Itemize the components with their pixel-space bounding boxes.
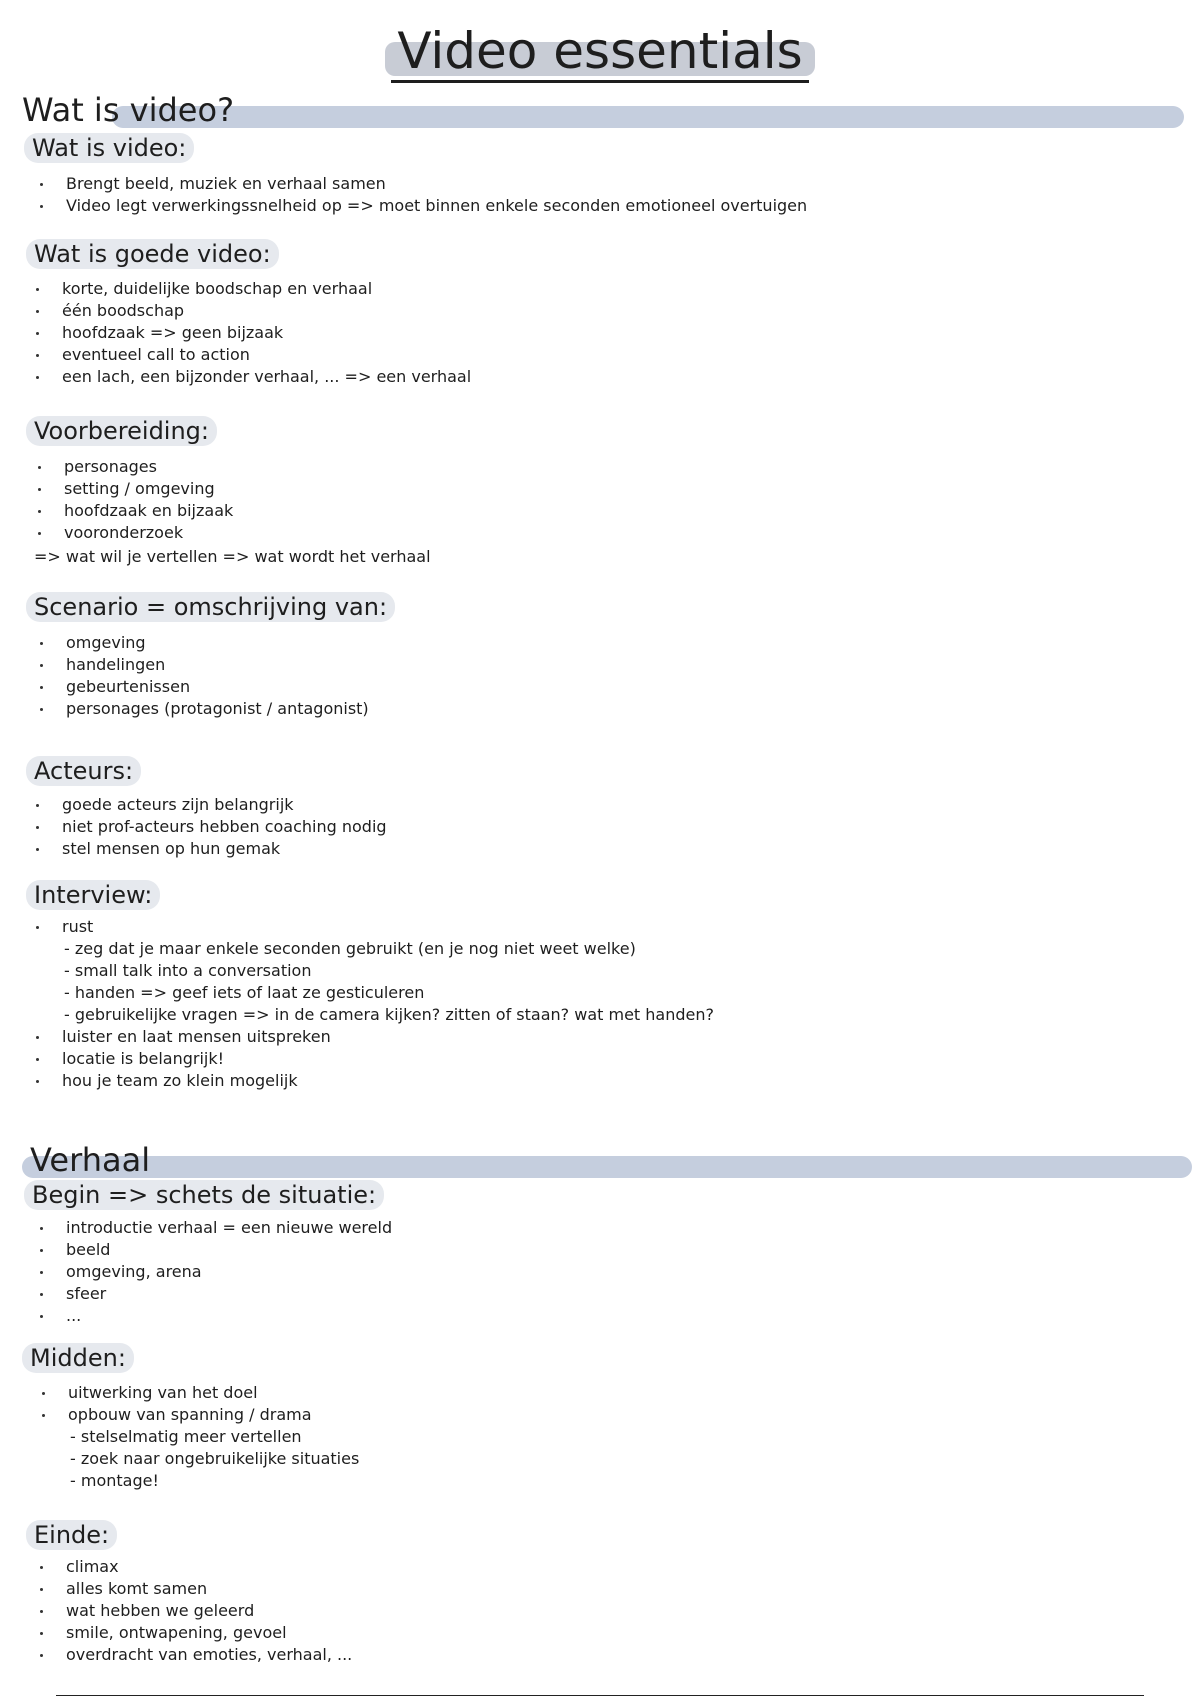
list-item: Video legt verwerkingssnelheid op => moet binnen enkele seconden emotioneel overtuigen (38, 195, 807, 217)
list-item: handelingen (38, 654, 369, 676)
subheading-acteurs: Acteurs: (26, 756, 141, 786)
list-subitem: - small talk into a conversation (64, 961, 312, 980)
footer-divider (56, 1695, 1144, 1696)
list-item: hou je team zo klein mogelijk (34, 1070, 714, 1092)
section-highlight (112, 106, 1184, 128)
list-begin (38, 1217, 392, 1327)
list-item: alles komt samen (38, 1578, 352, 1600)
list-goede-video (34, 278, 471, 388)
list-item: hoofdzaak en bijzaak (36, 500, 233, 522)
list-item: omgeving, arena (38, 1261, 392, 1283)
list-item: personages (protagonist / antagonist) (38, 698, 369, 720)
subheading-einde: Einde: (26, 1520, 117, 1550)
list-wat-is-video (38, 173, 807, 217)
subheading-wat-is-video: Wat is video: (24, 133, 194, 163)
page-title: Video essentials (391, 22, 808, 83)
list-subitem: - zeg dat je maar enkele seconden gebruikt (en je nog niet weet welke) (64, 939, 636, 958)
list-item: één boodschap (34, 300, 471, 322)
list-item: omgeving (38, 632, 369, 654)
section-title: Verhaal (30, 1141, 151, 1179)
section-highlight (22, 1156, 1192, 1178)
section-title: Wat is video? (22, 91, 235, 129)
list-subitem: - zoek naar ongebruikelijke situaties (70, 1449, 360, 1468)
subheading-scenario: Scenario = omschrijving van: (26, 592, 395, 622)
list-item: luister en laat mensen uitspreken (34, 1026, 714, 1048)
section-header-verhaal (22, 1141, 1192, 1180)
subheading-goede-video: Wat is goede video: (26, 239, 279, 269)
list-item: overdracht van emoties, verhaal, ... (38, 1644, 352, 1666)
list-subitem: - gebruikelijke vragen => in de camera kijken? zitten of staan? wat met handen? (64, 1005, 714, 1024)
list-item: beeld (38, 1239, 392, 1261)
list-item: ... (38, 1305, 392, 1327)
list-subitem: - stelselmatig meer vertellen (70, 1427, 302, 1446)
list-item: sfeer (38, 1283, 392, 1305)
list-item: uitwerking van het doel (40, 1382, 359, 1404)
list-item: opbouw van spanning / drama (40, 1404, 359, 1426)
list-item: climax (38, 1556, 352, 1578)
list-item: hoofdzaak => geen bijzaak (34, 322, 471, 344)
section-header-wat-is-video (22, 91, 1184, 130)
list-item: vooronderzoek (36, 522, 233, 544)
list-item: gebeurtenissen (38, 676, 369, 698)
list-einde (38, 1556, 352, 1666)
list-item: niet prof-acteurs hebben coaching nodig (34, 816, 387, 838)
subheading-midden: Midden: (22, 1343, 134, 1373)
list-item: een lach, een bijzonder verhaal, ... => een verhaal (34, 366, 471, 388)
list-midden (40, 1382, 359, 1492)
subheading-begin: Begin => schets de situatie: (24, 1180, 384, 1210)
list-item: Brengt beeld, muziek en verhaal samen (38, 173, 807, 195)
list-voorbereiding (36, 456, 233, 544)
list-subitem: - montage! (70, 1471, 159, 1490)
list-item: smile, ontwapening, gevoel (38, 1622, 352, 1644)
list-item: locatie is belangrijk! (34, 1048, 714, 1070)
list-item: setting / omgeving (36, 478, 233, 500)
list-item: stel mensen op hun gemak (34, 838, 387, 860)
list-interview (34, 916, 714, 1092)
page-title-wrapper (0, 22, 1200, 83)
list-subitem: - handen => geef iets of laat ze gesticuleren (64, 983, 425, 1002)
subheading-voorbereiding: Voorbereiding: (26, 416, 217, 446)
list-item: introductie verhaal = een nieuwe wereld (38, 1217, 392, 1239)
list-item: eventueel call to action (34, 344, 471, 366)
list-item: korte, duidelijke boodschap en verhaal (34, 278, 471, 300)
list-item: personages (36, 456, 233, 478)
list-item: wat hebben we geleerd (38, 1600, 352, 1622)
list-item: rust (34, 916, 714, 938)
voorbereiding-note: => wat wil je vertellen => wat wordt het verhaal (34, 547, 431, 566)
list-item: goede acteurs zijn belangrijk (34, 794, 387, 816)
subheading-interview: Interview: (26, 880, 160, 910)
list-acteurs (34, 794, 387, 860)
list-scenario (38, 632, 369, 720)
